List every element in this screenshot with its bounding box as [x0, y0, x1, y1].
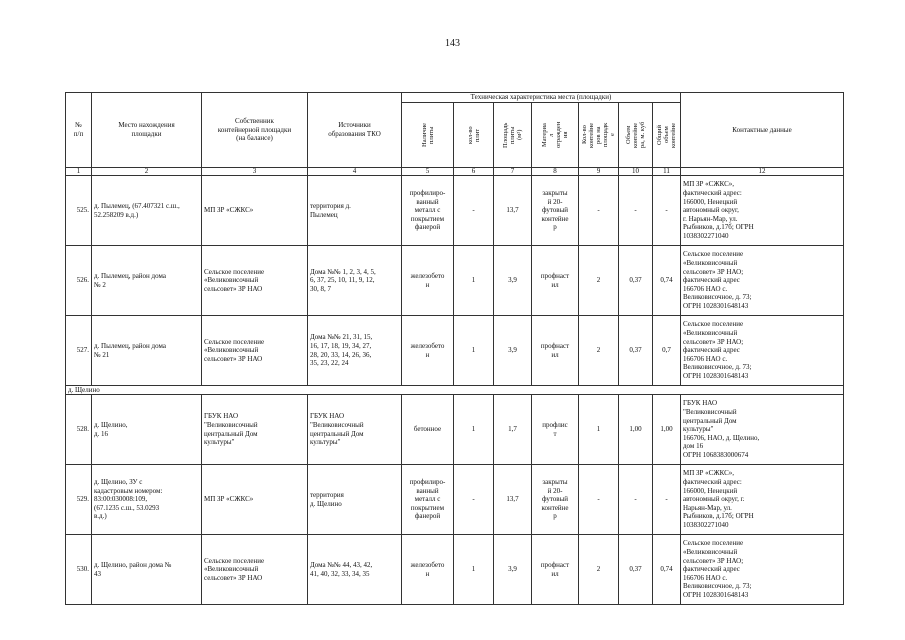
cell-containers: 1	[579, 395, 619, 465]
cell-containers: 2	[579, 246, 619, 316]
column-number: 12	[681, 168, 844, 176]
table-row	[66, 395, 844, 465]
cell-containers: -	[579, 176, 619, 246]
cell-total: 0,74	[653, 535, 681, 605]
cell-plates-count: -	[454, 465, 494, 535]
cell-total: -	[653, 465, 681, 535]
column-number: 9	[579, 168, 619, 176]
column-number: 6	[454, 168, 494, 176]
column-number: 1	[66, 168, 92, 176]
cell-plates-count: -	[454, 176, 494, 246]
header-plates-count: кол-во плит	[454, 103, 494, 168]
section-title: д. Щелино	[66, 386, 844, 395]
cell-plate: железобето н	[402, 316, 454, 386]
cell-contacts: МП ЗР «СЖКС», фактический адрес: 166000, Ненецкий автономный округ, г. Нарьян-Мар, ул. Рыбников, д.17б; ОГРН 1038302271040	[681, 465, 844, 535]
cell-volume: 1,00	[619, 395, 653, 465]
cell-num: 529.	[66, 465, 92, 535]
cell-location: д. Щелино, ЗУ с кадастровым номером: 83:00:030008:109, (67.1235 с.ш., 53.0293 в.д.)	[92, 465, 202, 535]
table-row	[66, 246, 844, 316]
cell-fence: профнаст ил	[532, 246, 579, 316]
cell-num: 525.	[66, 176, 92, 246]
cell-location: д. Пылемец, (67.407321 с.ш., 52.258209 в.д.)	[92, 176, 202, 246]
cell-volume: -	[619, 176, 653, 246]
column-number: 5	[402, 168, 454, 176]
column-number: 4	[308, 168, 402, 176]
table-header-row	[66, 93, 844, 103]
cell-contacts: МП ЗР «СЖКС», фактический адрес: 166000, Ненецкий автономный округ, г. Нарьян-Мар, ул. Рыбников, д.17б; ОГРН 1038302271040	[681, 176, 844, 246]
cell-sources: ГБУК НАО "Великовисочный центральный Дом культуры"	[308, 395, 402, 465]
header-plate-area: Площадь плиты (м²)	[494, 103, 532, 168]
column-number: 7	[494, 168, 532, 176]
header-owner: Собственник контейнерной площадки (на балансе)	[202, 93, 308, 168]
cell-owner: МП ЗР «СЖКС»	[202, 465, 308, 535]
header-location: Место нахождения площадки	[92, 93, 202, 168]
cell-fence: профлис т	[532, 395, 579, 465]
cell-plate: железобето н	[402, 535, 454, 605]
column-number: 11	[653, 168, 681, 176]
cell-plate: бетонное	[402, 395, 454, 465]
cell-containers: 2	[579, 316, 619, 386]
table-row	[66, 465, 844, 535]
cell-area: 3,9	[494, 535, 532, 605]
cell-fence: профнаст ил	[532, 316, 579, 386]
cell-containers: -	[579, 465, 619, 535]
cell-owner: ГБУК НАО "Великовисочный центральный Дом культуры"	[202, 395, 308, 465]
cell-plates-count: 1	[454, 246, 494, 316]
cell-sources: территория д. Пылемец	[308, 176, 402, 246]
column-number: 8	[532, 168, 579, 176]
cell-fence: закрыты й 20- футовый контейне р	[532, 176, 579, 246]
cell-contacts: Сельское поселение «Великовисочный сельсовет» ЗР НАО; фактический адрес 166706 НАО с. Великовисочное, д. 73; ОГРН 1028301648143	[681, 246, 844, 316]
cell-containers: 2	[579, 535, 619, 605]
cell-num: 527.	[66, 316, 92, 386]
cell-area: 3,9	[494, 316, 532, 386]
section-row	[66, 386, 844, 395]
cell-location: д. Пылемец, район дома № 2	[92, 246, 202, 316]
cell-contacts: Сельское поселение «Великовисочный сельсовет» ЗР НАО; фактический адрес 166706 НАО с. Великовисочное, д. 73; ОГРН 1028301648143	[681, 316, 844, 386]
cell-location: д. Пылемец, район дома № 21	[92, 316, 202, 386]
header-fence-material: Материа л огражден ия	[532, 103, 579, 168]
waste-sites-table	[65, 92, 844, 605]
cell-num: 530.	[66, 535, 92, 605]
cell-sources: Дома №№ 44, 43, 42, 41, 40, 32, 33, 34, 35	[308, 535, 402, 605]
cell-total: -	[653, 176, 681, 246]
cell-location: д. Щелино, д. 16	[92, 395, 202, 465]
cell-total: 0,7	[653, 316, 681, 386]
cell-owner: МП ЗР «СЖКС»	[202, 176, 308, 246]
cell-num: 528.	[66, 395, 92, 465]
cell-volume: 0,37	[619, 316, 653, 386]
cell-sources: Дома №№ 21, 31, 15, 16, 17, 18, 19, 34, 27, 28, 20, 33, 14, 26, 36, 35, 23, 22, 24	[308, 316, 402, 386]
cell-volume: -	[619, 465, 653, 535]
cell-plates-count: 1	[454, 316, 494, 386]
cell-owner: Сельское поселение «Великовисочный сельсовет» ЗР НАО	[202, 316, 308, 386]
cell-plate: железобето н	[402, 246, 454, 316]
cell-plates-count: 1	[454, 395, 494, 465]
table-row	[66, 316, 844, 386]
table-row	[66, 176, 844, 246]
cell-area: 13,7	[494, 176, 532, 246]
header-tech-group: Техническая характеристика места (площадки)	[402, 93, 681, 103]
cell-area: 13,7	[494, 465, 532, 535]
cell-owner: Сельское поселение «Великовисочный сельсовет» ЗР НАО	[202, 246, 308, 316]
header-contacts: Контактные данные	[681, 93, 844, 168]
cell-plate: профилиро- ванный металл с покрытием фанерой	[402, 176, 454, 246]
header-num: № п/п	[66, 93, 92, 168]
cell-area: 3,9	[494, 246, 532, 316]
cell-num: 526.	[66, 246, 92, 316]
cell-volume: 0,37	[619, 246, 653, 316]
cell-plate: профилиро- ванный металл с покрытием фанерой	[402, 465, 454, 535]
cell-fence: профнаст ил	[532, 535, 579, 605]
column-number: 2	[92, 168, 202, 176]
column-numbers-row	[66, 168, 844, 176]
header-total-volume: Общий объем контейне	[653, 103, 681, 168]
header-sources: Источники образования ТКО	[308, 93, 402, 168]
cell-area: 1,7	[494, 395, 532, 465]
cell-contacts: ГБУК НАО "Великовисочный центральный Дом культуры" 166706, НАО, д. Щелино, дом 16 ОГРН 1068383000674	[681, 395, 844, 465]
cell-volume: 0,37	[619, 535, 653, 605]
table-row	[66, 535, 844, 605]
cell-total: 1,00	[653, 395, 681, 465]
cell-owner: Сельское поселение «Великовисочный сельсовет» ЗР НАО	[202, 535, 308, 605]
header-container-volume: Объем контейне ра, м. куб	[619, 103, 653, 168]
cell-plates-count: 1	[454, 535, 494, 605]
cell-sources: Дома №№ 1, 2, 3, 4, 5, 6, 37, 25, 10, 11, 9, 12, 30, 8, 7	[308, 246, 402, 316]
cell-contacts: Сельское поселение «Великовисочный сельсовет» ЗР НАО; фактический адрес 166706 НАО с. Великовисочное, д. 73; ОГРН 1028301648143	[681, 535, 844, 605]
page-number: 143	[445, 38, 460, 49]
header-containers-count: Кол-во контейне ров на площадк е	[579, 103, 619, 168]
cell-sources: территория д. Щелино	[308, 465, 402, 535]
cell-location: д. Щелино, район дома № 43	[92, 535, 202, 605]
column-number: 10	[619, 168, 653, 176]
column-number: 3	[202, 168, 308, 176]
cell-total: 0,74	[653, 246, 681, 316]
header-plate: Наличие плиты	[402, 103, 454, 168]
cell-fence: закрыты й 20- футовый контейне р	[532, 465, 579, 535]
